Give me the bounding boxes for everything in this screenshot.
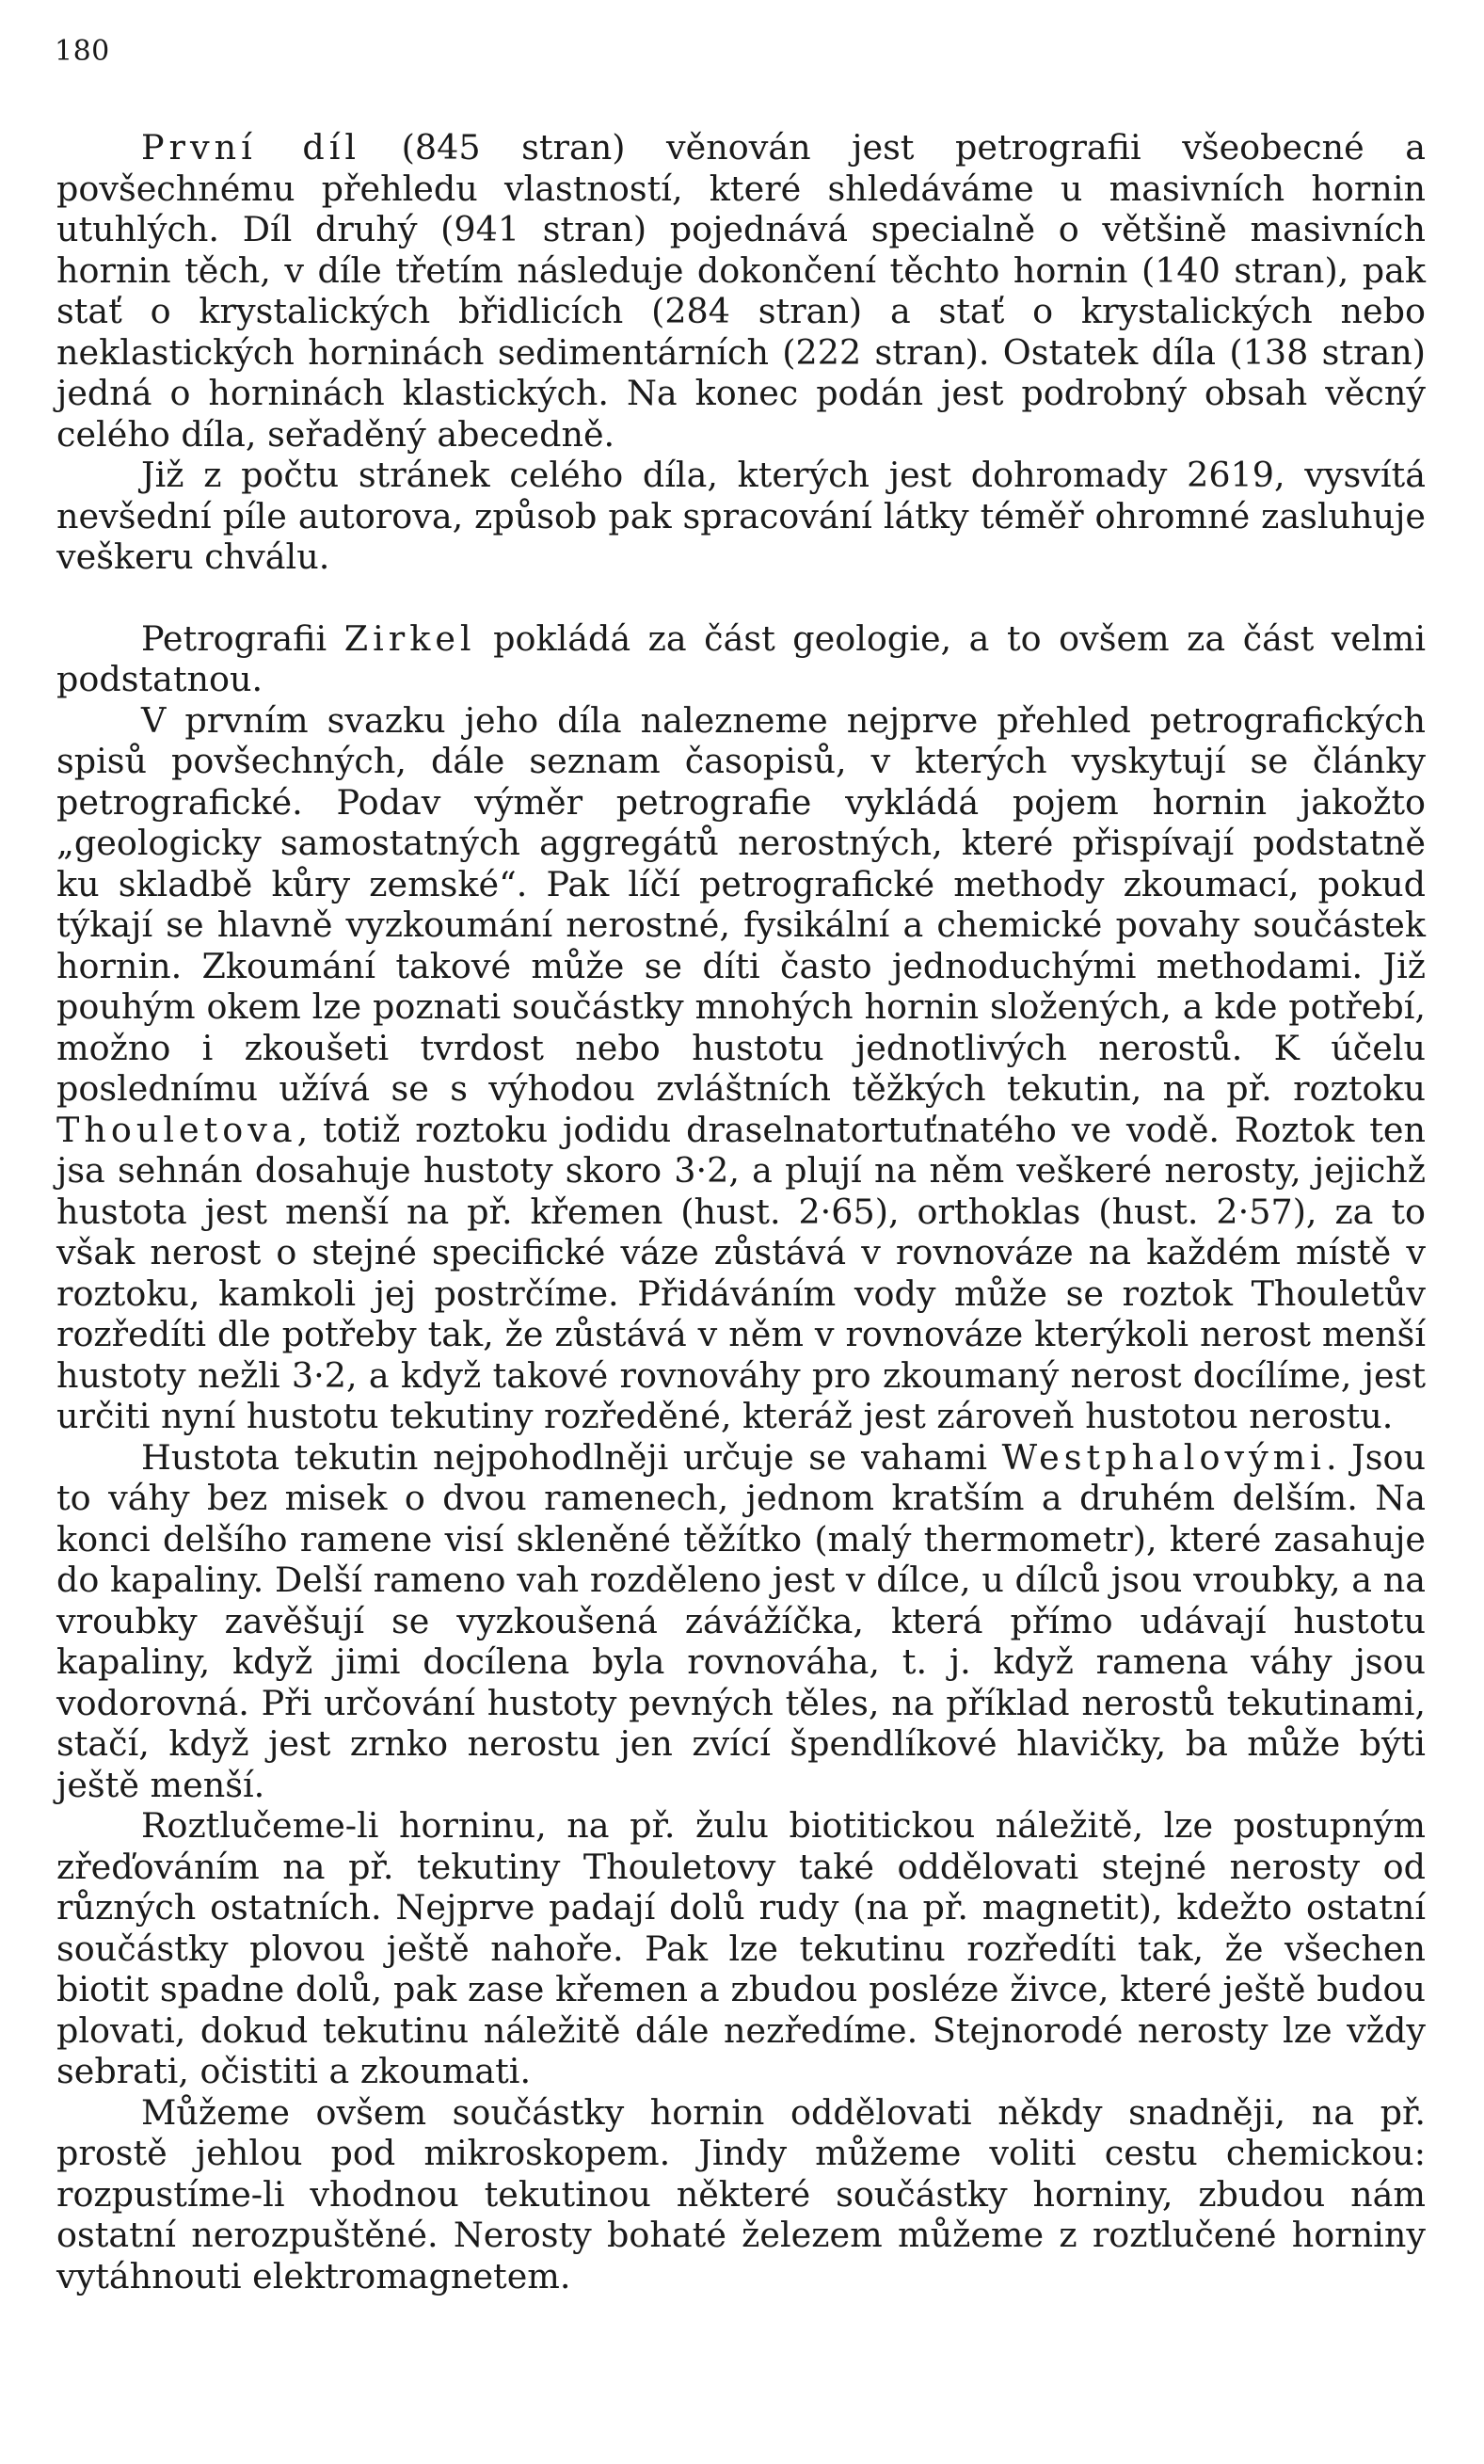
paragraph-text: . Jsou to váhy bez misek o dvou ramenech, jednom kratším a druhém delším. Na konci delšího ramene visí skleněné těžítko (malý thermometr), které zasahuje do kapaliny. Delší rameno vah rozděleno jest v dílce, u dílců jsou vroubky, a na vroubky zavěšují se vyzkoušená závážíčka, která přímo udávají hustotu kapaliny, když jimi docílena byla rovnováha, t. j. když ramena váhy jsou vodorovná. Při určování hustoty pevných těles, na příklad nerostů tekutinami, stačí, když jest zrnko nerostu jen zvící špendlíkové hlavičky, ba může býti ještě menší. <box>56 1436 1426 1805</box>
paragraph-text: Petrografii <box>141 617 344 659</box>
paragraph <box>56 618 1426 700</box>
emphasized-name: Westphalovými <box>1001 1436 1326 1478</box>
paragraph: Již z počtu stránek celého díla, kterých jest dohromady 2619, vysvítá nevšední píle autorova, způsob pak spracování látky téměř ohromné zasluhuje veškeru chválu. <box>56 455 1426 577</box>
paragraph-text: Hustota tekutin nejpohodlněji určuje se vahami <box>141 1436 1002 1478</box>
emphasized-name: Zirkel <box>343 617 476 659</box>
paragraph-text: (845 stran) věnován jest petrografii všeobecné a povšechnému přehledu vlastností, které shledáváme u masivních hornin utuhlých. Díl druhý (941 stran) pojednává specialně o většině masivních hornin těch, v díle třetím následuje dokončení těchto hornin (140 stran), pak stať o krystalických břidlicích (284 stran) a stať o krystalických nebo neklastických horninách sedimentárních (222 stran). Ostatek díla (138 stran) jedná o horninách klastických. Na konec podán jest podrobný obsah věcný celého díla, seřaděný abecedně. <box>56 127 1426 455</box>
paragraph-text: pokládá za část geologie, a to ovšem za část velmi podstatnou. <box>56 617 1426 699</box>
paragraph: Můžeme ovšem součástky hornin oddělovati někdy snadněji, na př. prostě jehlou pod mikroskopem. Jindy můžeme voliti cestu chemickou: rozpustíme-li vhodnou tekutinou některé součástky horniny, zbudou nám ostatní nerozpuštěné. Nerosty bohaté železem můžeme z roztlučené horniny vytáhnouti elektromagnetem. <box>56 2091 1426 2296</box>
paragraph-text: V prvním svazku jeho díla nalezneme nejprve přehled petrografických spisů povšechných, dále seznam časopisů, v kterých vyskytují se články petrografické. Podav výměr petrografie vykládá pojem hornin jakožto „geologicky samostatných aggregátů nerostných, které přispívají podstatně ku skladbě kůry zemské“. Pak líčí petrografické methody zkoumací, pokud týkají se hlavně vyzkoumání nerostné, fysikální a chemické povahy součástek hornin. Zkoumání takové může se díti často jednoduchými methodami. Již pouhým okem lze poznati součástky mnohých hornin složených, a kde potřebí, možno i zkoušeti tvrdost nebo hustotu jednotlivých nerostů. K účelu poslednímu užívá se s výhodou zvláštních těžkých tekutin, na př. roztoku <box>56 699 1426 1109</box>
paragraph <box>56 127 1426 455</box>
paragraph <box>56 1437 1426 1806</box>
paragraph: Roztlučeme-li horninu, na př. žulu biotitickou náležitě, lze postupným zřeďováním na př. tekutiny Thouletovy také oddělovati stejné nerosty od různých ostatních. Nejprve padají dolů rudy (na př. magnetit), kdežto ostatní součástky plovou ještě nahoře. Pak lze tekutinu rozředíti tak, že všechen biotit spadne dolů, pak zase křemen a zbudou posléze živce, které ještě budou plovati, dokud tekutinu náležitě dále nezředíme. Stejnorodé nerosty lze vždy sebrati, očistiti a zkoumati. <box>56 1805 1426 2091</box>
page-number: 180 <box>55 35 110 68</box>
paragraph <box>56 700 1426 1437</box>
emphasized-text: První díl <box>141 127 361 168</box>
page-body <box>56 127 1426 2296</box>
emphasized-name: Thouletova <box>56 1109 297 1150</box>
paragraph-text: , totiž roztoku jodidu draselnatortuťnatého ve vodě. Roztok ten jsa sehnán dosahuje hustoty skoro 3·2, a plují na něm veškeré nerosty, jejichž hustota jest menší na př. křemen (hust. 2·65), orthoklas (hust. 2·57), za to však nerost o stejné specifické váze zůstává v rovnováze na každém místě v roztoku, kamkoli jej postrčíme. Přidáváním vody může se roztok Thouletův rozředíti dle potřeby tak, že zůstává v něm v rovnováze kterýkoli nerost menší hustoty nežli 3·2, a když takové rovnováhy pro zkoumaný nerost docílíme, jest určiti nyní hustotu tekutiny rozředěné, kteráž jest zároveň hustotou nerostu. <box>56 1109 1426 1436</box>
